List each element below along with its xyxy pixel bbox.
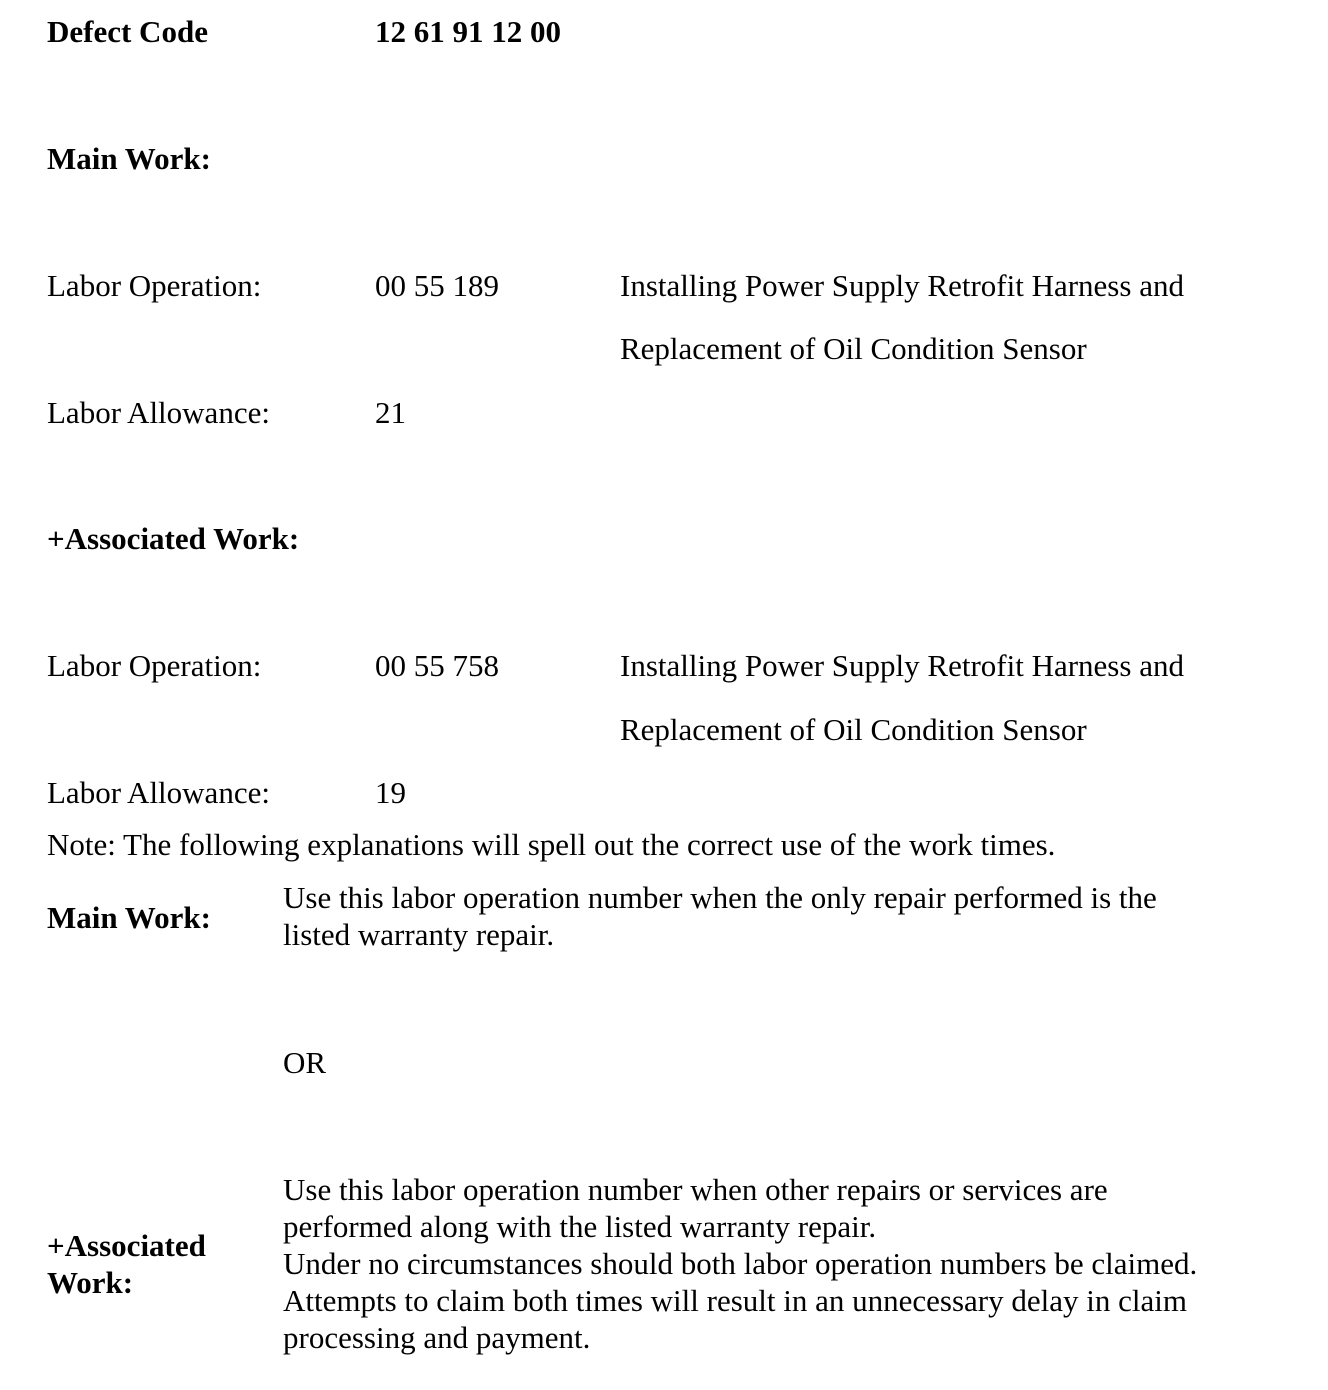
explanation-assoc-line1: Use this labor operation number when other repairs or services are [283,1172,1108,1207]
assoc-labor-allowance-label: Labor Allowance: [47,775,270,810]
main-labor-allowance-value: 21 [375,395,406,430]
explanation-main-line2: listed warranty repair. [283,917,555,952]
main-work-heading: Main Work: [47,141,211,176]
main-labor-allowance-label: Labor Allowance: [47,395,270,430]
main-description-line1: Installing Power Supply Retrofit Harness and [620,268,1184,303]
assoc-description-line1: Installing Power Supply Retrofit Harness and [620,648,1184,683]
explanation-assoc-label-line1: +Associated [47,1228,206,1263]
explanation-main-label: Main Work: [47,900,211,935]
explanation-assoc-label [47,1227,206,1301]
main-labor-operation-label: Labor Operation: [47,268,262,303]
explanation-assoc-line5: processing and payment. [283,1320,591,1355]
main-labor-operation-code: 00 55 189 [375,268,499,303]
associated-work-heading: +Associated Work: [47,521,300,556]
defect-code-value: 12 61 91 12 00 [375,14,561,49]
explanation-assoc-line2: performed along with the listed warranty repair. [283,1209,877,1244]
explanation-assoc-line3: Under no circumstances should both labor operation numbers be claimed. [283,1246,1198,1281]
assoc-description-line2: Replacement of Oil Condition Sensor [620,712,1087,747]
explanation-main-text [283,879,1157,953]
or-separator: OR [283,1045,327,1080]
assoc-labor-operation-code: 00 55 758 [375,648,499,683]
main-description-line2: Replacement of Oil Condition Sensor [620,331,1087,366]
defect-code-label: Defect Code [47,14,208,49]
assoc-labor-allowance-value: 19 [375,775,406,810]
explanation-main-line1: Use this labor operation number when the only repair performed is the [283,880,1157,915]
explanation-assoc-line4: Attempts to claim both times will result in an unnecessary delay in claim [283,1283,1187,1318]
explanation-assoc-text [283,1171,1197,1356]
explanation-assoc-label-line2: Work: [47,1265,134,1300]
assoc-labor-operation-label: Labor Operation: [47,648,262,683]
note-text: Note: The following explanations will spell out the correct use of the work times. [47,827,1056,862]
